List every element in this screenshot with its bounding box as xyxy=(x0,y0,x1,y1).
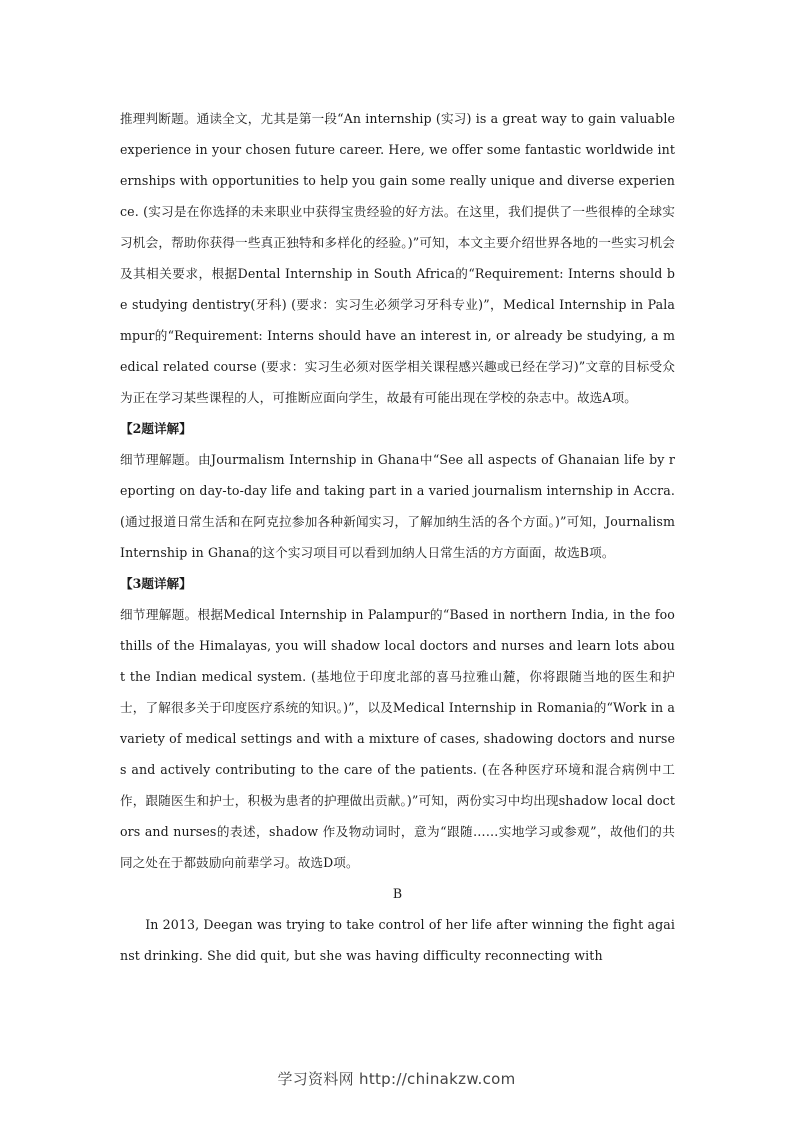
answer-explanation-2: 细节理解题。由Jourmalism Internship in Ghana中“See all aspects of Ghanaian life by reporting on day-to-day life and taking part in a varied journalism internship in Accra. (通过报道日常生活和在阿克拉参加各种新闻实习，了解加纳生活的各个方面。)”可知，Journalism Internship in Ghana的这个实习项目可以看到加纳人日常生活的方方面面，故选B项。 xyxy=(120,452,675,560)
question-2-heading: 【2题详解】 xyxy=(120,421,192,436)
footer-watermark: 学习资料网 http://chinakzw.com xyxy=(277,1070,516,1088)
passage-b-label: B xyxy=(392,886,403,901)
answer-explanation-1: 推理判断题。通读全文，尤其是第一段“An internship (实习) is a great way to gain valuable experience in your chosen future career. Here, we offer some fantastic worldwide internships with opportunities to help you gain some really unique and diverse experience. (实习是在你选择的未来职业中获得宝贵经验的好方法。在这里，我们提供了一些很棒的全球实习机会，帮助你获得一些真正独特和多样化的经验。)”可知，本文主要介绍世界各地的一些实习机会及其相关要求，根据Dental Internship in South Africa的“Requirement: Interns should be studying dentistry(牙科) (要求：实习生必须学习牙科专业)”，Medical Internship in Palampur的“Requirement: Interns should have an interest in, or already be studying, a medical related course (要求：实习生必须对医学相关课程感兴趣或已经在学习)”文章的目标受众为正在学习某些课程的人，可推断应面向学生，故最有可能出现在学校的杂志中。故选A项。 xyxy=(120,111,675,405)
passage-b-text: In 2013, Deegan was trying to take control of her life after winning the fight against drinking. She did quit, but she was having difficulty reconnecting with xyxy=(120,917,675,963)
question-3-heading: 【3题详解】 xyxy=(120,576,192,591)
document-body xyxy=(120,103,675,971)
answer-explanation-3: 细节理解题。根据Medical Internship in Palampur的“Based in northern India, in the foothills of the Himalayas, you will shadow local doctors and nurses and learn lots about the Indian medical system. (基地位于印度北部的喜马拉雅山麓，你将跟随当地的医生和护士，了解很多关于印度医疗系统的知识。)”，以及Medical Internship in Romania的“Work in a variety of medical settings and with a mixture of cases, shadowing doctors and nurses and actively contributing to the care of the patients. (在各种医疗环境和混合病例中工作，跟随医生和护士，积极为患者的护理做出贡献。)”可知，两份实习中均出现shadow local doctors and nurses的表述，shadow 作及物动词时，意为“跟随……实地学习或参观”，故他们的共同之处在于都鼓励向前辈学习。故选D项。 xyxy=(120,607,675,870)
